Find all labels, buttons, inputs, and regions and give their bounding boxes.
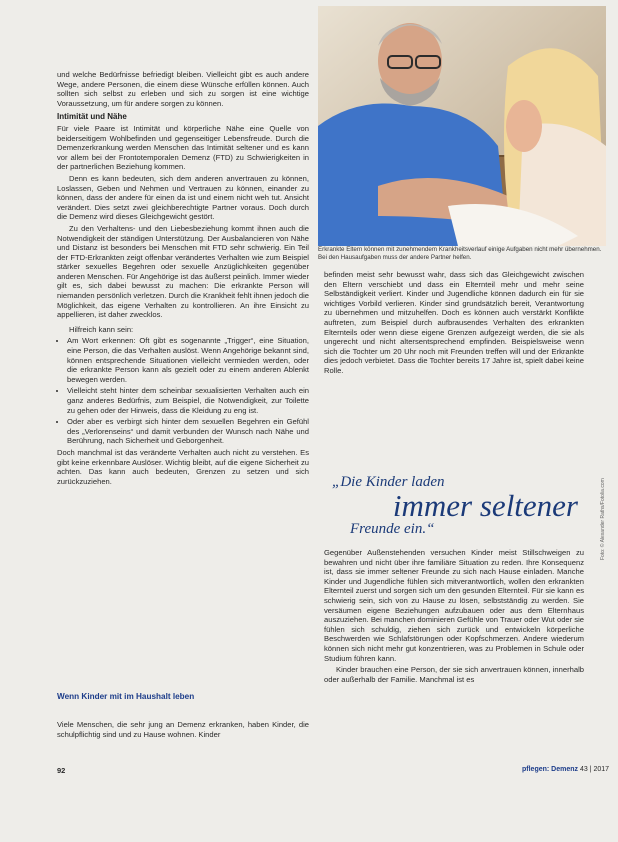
pull-quote [324, 474, 600, 538]
help-intro: Hilfreich kann sein: [69, 324, 134, 334]
paragraph: Denn es kann bedeuten, sich dem anderen anvertrauen zu können, Loslassen, Geben und Nehmen und Vertrauen zu können, einander zu können, dass der andere für einen da ist und einem nicht weh tut. Ansicht verändert. Dies setzt zwei gleichberechtigte Partner voraus. Doch durch die Demenz wird dieses Gleichgewicht gestört. [57, 173, 309, 222]
photo-caption: Erkrankte Eltern können mit zunehmendem Krankheitsverlauf einige Aufgaben nicht mehr übernehmen. Bei den Hausaufgaben muss der andere Partner helfen. [318, 246, 602, 261]
left-column-top [57, 70, 309, 488]
left-column-bottom [57, 720, 309, 741]
paragraph: Doch manchmal ist das veränderte Verhalten auch nicht zu verstehen. Es gibt keine erkennbare Auslöser. Wichtig bleibt, auf die eigene Sicherheit zu achten. Das kann auch bedeuten, Grenzen zu setzen und sich zurückzuziehen. [57, 447, 309, 486]
paragraph: Viele Menschen, die sehr jung an Demenz erkranken, haben Kinder, die schulpflichtig sind und zu Hause wohnen. Kinder [57, 720, 309, 739]
magazine-name: pflegen: Demenz [522, 766, 579, 773]
issue-number: 43 | 2017 [579, 766, 610, 773]
right-column-bottom [324, 548, 584, 686]
paragraph: befinden meist sehr bewusst wahr, dass sich das Gleichgewicht zwischen den Eltern verschiebt und dass ein Elternteil mehr und mehr seine Selbständigkeit verliert. Kinder und Jugendliche können dadurch ein für sie wichtiges Vorbild verlieren. Kinder sind grundsätzlich bereit, Verantwortung zu übernehmen und mitzuhelfen. Doch es können auch verstärkt Konflikte auftreten, zum Beispiel durch aufbrausendes Verhalten des erkrankten Elternteils oder wenn diese eigene Grenzen aufgezeigt werden, die sie als ungerecht und nicht altersentsprechend empfinden. Beispielsweise wenn sich die Tochter um 20 Uhr noch mit Freunden treffen will und der Erkrankte dies jedoch verbietet. Dass die Tochter bereits 17 Jahre ist, spielt dabei keine Rolle. [324, 270, 584, 375]
paragraph: Für viele Paare ist Intimität und körperliche Nähe eine Quelle von beiderseitigem Wohlbefinden und gegenseitiger Lebensfreude. Durch die Demenzerkrankung werden Menschen das Intimität seltener und es kann vor allem bei der Frontotemporalen Demenz (FTD) zu Schwierigkeiten in der partnerlichen Beziehung kommen. [57, 123, 309, 172]
pull-quote-line: immer seltener [392, 488, 578, 523]
help-list [57, 336, 309, 446]
section-heading-household: Wenn Kinder mit im Haushalt leben [57, 692, 195, 701]
section-heading-intimacy: Intimität und Nähe [57, 112, 127, 122]
magazine-footer [522, 766, 609, 773]
photo-father-daughter [318, 6, 606, 246]
list-item: • Vielleicht steht hinter dem scheinbar sexualisierten Verhalten auch ein ganz anderes Bedürfnis, zum Beispiel, die Notwendigkeit, zur Toilette zu gehen oder der Hinweis, dass die Kleidung zu eng ist. [67, 386, 309, 415]
list-item: • Oder aber es verbirgt sich hinter dem sexuellen Begehren ein Gefühl des „Verlorenseins“ und damit verbunden der Wunsch nach Nähe und Berührung, nach Sicherheit und Geborgenheit. [67, 417, 309, 446]
paragraph: und welche Bedürfnisse befriedigt bleiben. Vielleicht gibt es auch andere Wege, andere Personen, die einem diese Wünsche erfüllen können. Auch sollten sich selbst zu erleben und sich zu sorgen ist eine wichtige Voraussetzung, um für andere sorgen zu können. [57, 70, 309, 108]
photo-credit: Foto: © Alexander Raths/Fotolia.com [600, 478, 606, 560]
paragraph: Gegenüber Außenstehenden versuchen Kinder meist Stillschweigen zu bewahren und nicht über ihre familiäre Situation zu reden. Ihre Konsequenz ist, dass sie immer seltener Freunde zu sich nach Hause einladen. Manche Kinder und Jugendliche fühlen sich mitverantwortlich, wollen den erkrankten Elternteil zuerst und sorgen sich um den gesunden Elternteil. Für sie kann es schwierig sein, sich von zu Hause zu lösen, selbstständig zu werden. Sie versäumen eigene Beziehungen aufzubauen oder aus dem Elternhaus auszuziehen. Bei manchen dominieren Gefühle von Trauer oder Wut oder sie fühlen sich schuldig, ziehen sich zurück und entwickeln körperliche Beschwerden wie Schlafstörungen oder Kopfschmerzen. Andere wiederum können sich nicht mehr gut konzentrieren, was zu Problemen in Schule oder Studium führen kann. [324, 548, 584, 663]
list-item: • Am Wort erkennen: Oft gibt es sogenannte „Trigger“, eine Situation, eine Person, die das Verhalten auslöst. Wenn Angehörige bekannt sind, können entsprechende Situationen vielleicht vermieden werden, oder die erkrankte Person kann als gezielt oder zu einem anderen Ablenkt bewegen werden. [67, 336, 309, 384]
photo-illustration [318, 6, 606, 246]
paragraph: Kinder brauchen eine Person, der sie sich anvertrauen können, innerhalb oder außerhalb der Familie. Manchmal ist es [324, 665, 584, 684]
page-number: 92 [57, 766, 66, 775]
right-column-top [324, 270, 584, 378]
pull-quote-line: Freunde ein.“ [350, 521, 435, 537]
paragraph: Zu den Verhaltens- und den Liebesbeziehung kommt ihnen auch die Notwendigkeit der ständigen Unterstützung. Der Ausbalancieren von Nähe und Distanz ist besonders bei Menschen mit FTD sehr schwierig. Ein Teil der FTD-Erkrankten zeigt offenbar verändertes Verhalten wie zum Beispiel stärker sexuelles Begehren oder sexuelle Anzüglichkeiten gegenüber anderen Menschen. Für Angehörige ist das äußerst peinlich. Immer wieder gilt es, sich dabei bewusst zu machen: Die erkrankte Person will niemanden persönlich verletzen. Durch die Krankheit fehlt ihnen jedoch die Möglichkeit, das eigene Verhalten zu kontrollieren. An ihre Einsicht zu appellieren, ist daher zwecklos. [57, 223, 310, 320]
pull-quote-line: „Die Kinder laden [332, 474, 445, 490]
